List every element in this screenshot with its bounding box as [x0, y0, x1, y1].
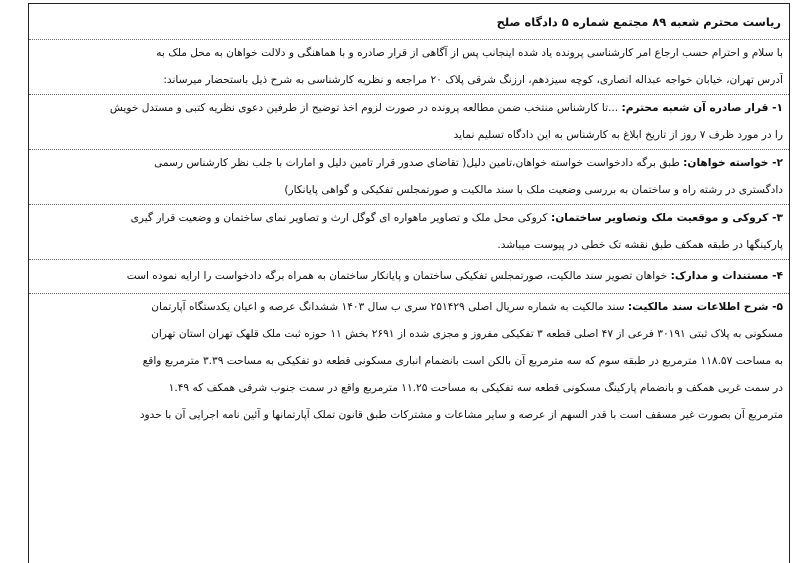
court-report-document — [28, 3, 790, 563]
section-1-text: را در مورد ظرف ۷ روز از تاریخ ابلاغ به کارشناس به این دادگاه تسلیم نماید — [453, 129, 783, 141]
section-2-plaintiff-request — [29, 150, 789, 205]
section-3-location-images — [29, 205, 789, 260]
section-4-text: خواهان تصویر سند مالکیت، صورتمجلس تفکیکی ساختمان و پایانکار ساختمان به همراه برگه دادخواست را ارایه نموده است — [126, 270, 671, 282]
section-2-text: دادگستری در رشته راه و ساختمان به بررسی وضعیت ملک با سند مالکیت و صورتمجلس تفکیکی و گواهی پایانکار) — [284, 184, 783, 196]
section-5-text: به مساحت ۱۱۸.۵۷ مترمربع در طبقه سوم که سه مترمربع آن بالکن است بانضمام انباری مسکونی قطعه دو تفکیکی به مساحت ۳.۳۹ مترمربع واقع — [142, 355, 783, 367]
section-5-text: مسکونی به پلاک ثبتی ۳۰۱۹۱ فرعی از ۴۷ اصلی قطعه ۳ تفکیکی مفروز و مجزی شده از ۲۶۹۱ بخش ۱۱ حوزه ثبت ملک قلهک تهران استان تهران — [151, 328, 783, 340]
section-2-text: طبق برگه دادخواست خواسته خواهان،تامین دلیل( تقاضای صدور قرار تامین دلیل و امارات با جلب نظر کارشناس رسمی — [154, 157, 684, 169]
intro-paragraph — [29, 40, 789, 95]
section-4-label: ۴- مستندات و مدارک: — [670, 270, 783, 282]
section-4-documents — [29, 260, 789, 294]
section-3-text: پارکینگها در طبقه همکف طبق نقشه تک خطی در پیوست میباشد. — [497, 239, 783, 251]
intro-line: با سلام و احترام حسب ارجاع امر کارشناسی پرونده یاد شده اینجانب پس از آگاهی از قرار صادره و با هماهنگی و دلالت خواهان به محل ملک به — [156, 47, 783, 59]
section-1-label: ۱- قرار صادره آن شعبه محترم: — [621, 102, 783, 114]
section-1-court-order — [29, 95, 789, 150]
section-5-text: سند مالکیت به شماره سریال اصلی ۲۵۱۴۲۹ سری ب سال ۱۴۰۳ ششدانگ عرصه و اعیان یکدستگاه آپارتمان — [151, 301, 628, 313]
section-5-text: در سمت غربی همکف و بانضمام پارکینگ مسکونی قطعه سه تفکیکی به مساحت ۱۱.۲۵ مترمربع واقع در سمت جنوب شرقی همکف که ۱.۴۹ — [168, 382, 783, 394]
page-title: ریاست محترم شعبه ۸۹ مجتمع شماره ۵ دادگاه صلح — [29, 4, 789, 40]
section-1-text: ...تا کارشناس منتخب ضمن مطالعه پرونده در صورت لزوم اخذ توضیح از طرفین دعوی نظریه کتبی و مستدل خویش — [109, 102, 622, 114]
section-5-label: ۵- شرح اطلاعات سند مالکیت: — [627, 301, 783, 313]
intro-line: آدرس تهران، خیابان خواجه عبداله انصاری، کوچه سیزدهم، ارزنگ شرقی پلاک ۲۰ مراجعه و نظریه کارشناسی به شرح ذیل باستحضار میرساند: — [163, 74, 783, 86]
section-3-text: کروکی محل ملک و تصاویر ماهواره ای گوگل ارث و تصاویر نمای ساختمان و وضعیت قرار گیری — [130, 212, 551, 224]
section-5-deed-info — [29, 294, 789, 429]
section-5-text: مترمربع آن بصورت غیر مسقف است با قدر السهم از عرصه و سایر مشاعات و مشترکات طبق قانون تملک آپارتمانها و آئین نامه اجرایی آن با حدود — [139, 409, 783, 421]
section-3-label: ۳- کروکی و موقعیت ملک وتصاویر ساختمان: — [550, 212, 783, 224]
section-2-label: ۲- خواسته خواهان: — [683, 157, 783, 169]
